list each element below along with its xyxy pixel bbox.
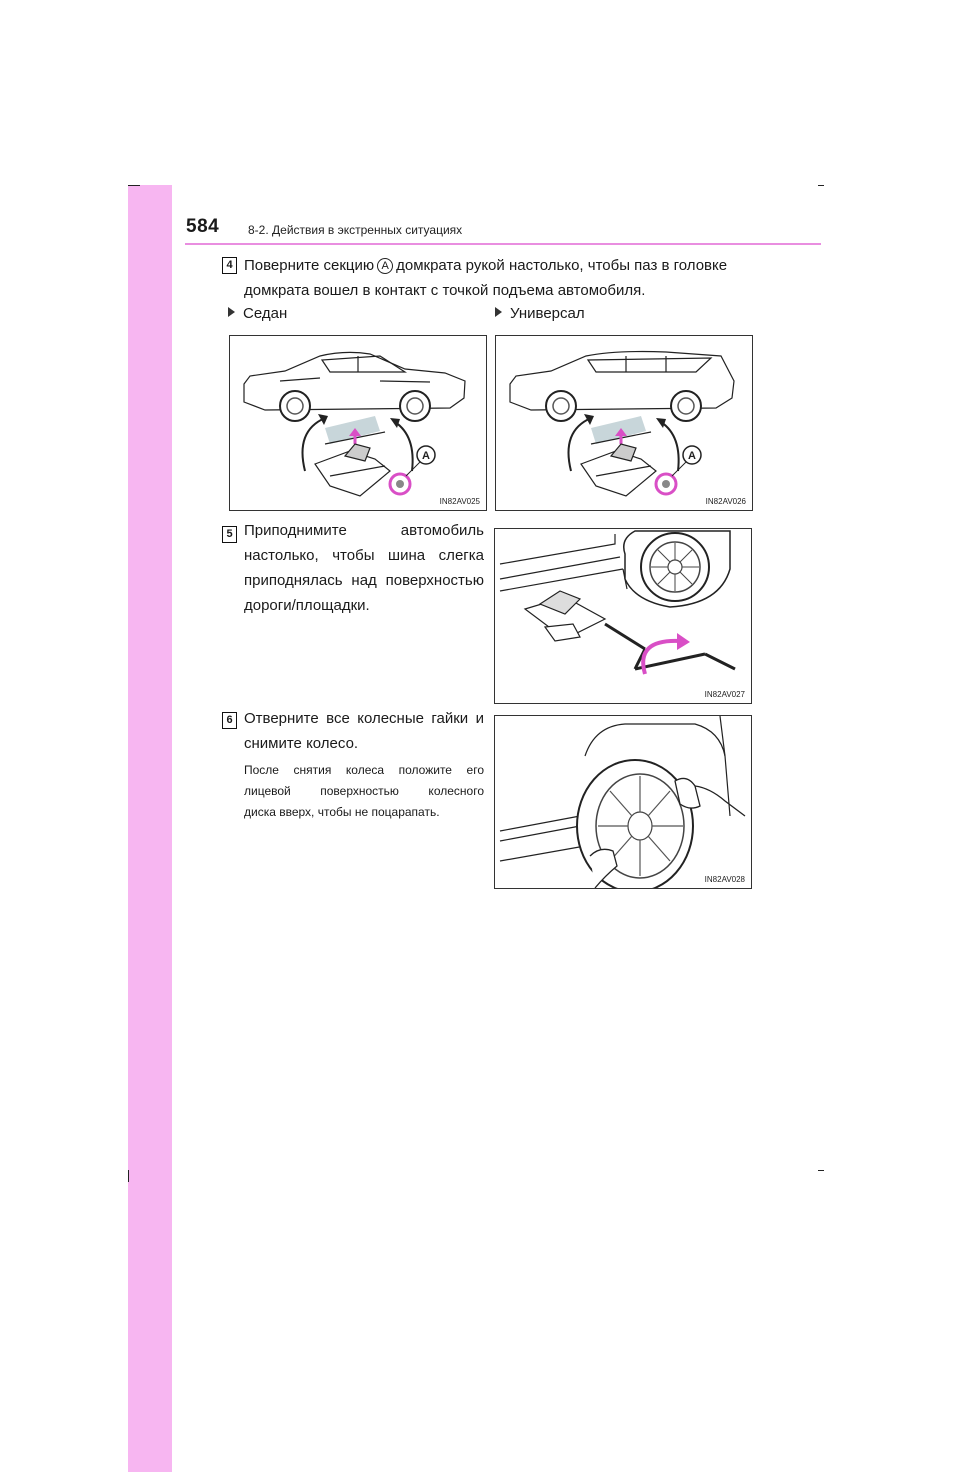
step-number-6: 6 — [222, 712, 237, 729]
step5-line: приподнялась над поверхностью — [244, 572, 484, 589]
step5-line: Приподнимите автомобиль — [244, 522, 484, 539]
step-number-4: 4 — [222, 257, 237, 274]
callout-a: A — [422, 450, 430, 462]
header-rule — [185, 243, 821, 245]
step5-line: дороги/площадки. — [244, 597, 370, 614]
step5-text — [244, 518, 484, 618]
step-number-5: 5 — [222, 526, 237, 543]
crop-mark — [818, 1170, 824, 1171]
jack-crank-drawing — [495, 529, 751, 703]
step6-line: Отверните все колесные гайки и — [244, 710, 484, 727]
crop-mark — [818, 185, 824, 186]
step6-note-line: лицевой поверхностью колесного — [244, 784, 484, 798]
variant-sedan-label: Седан — [228, 301, 287, 326]
wagon-car-jack-drawing — [496, 336, 752, 510]
crop-mark — [128, 1170, 129, 1182]
step4-line1: Поверните секцию A домкрата рукой настолько, чтобы паз в головке — [244, 257, 728, 274]
remove-wheel-illustration — [494, 715, 752, 889]
bullet-triangle-icon — [228, 307, 235, 317]
step6-note-line: диска вверх, чтобы не поцарапать. — [244, 805, 440, 819]
variant-wagon-label: Универсал — [495, 301, 585, 326]
bullet-triangle-icon — [495, 307, 502, 317]
crop-mark — [128, 185, 140, 186]
callout-a-label: A — [377, 258, 393, 274]
step6-note — [244, 760, 484, 823]
wagon-jack-illustration — [495, 335, 753, 511]
page-number: 584 — [186, 216, 220, 237]
step4-text — [244, 253, 804, 303]
step6-text — [244, 706, 484, 756]
image-code: IN82AV028 — [704, 875, 745, 884]
image-code: IN82AV025 — [439, 497, 480, 506]
sedan-jack-illustration — [229, 335, 487, 511]
lift-vehicle-illustration — [494, 528, 752, 704]
section-title: 8-2. Действия в экстренных ситуациях — [248, 223, 463, 237]
chapter-side-tab — [128, 185, 172, 1472]
wheel-removal-drawing — [495, 716, 751, 888]
step4-line2: домкрата вошел в контакт с точкой подъема автомобиля. — [244, 282, 646, 299]
image-code: IN82AV026 — [705, 497, 746, 506]
step6-note-line: После снятия колеса положите его — [244, 763, 484, 777]
callout-a: A — [688, 450, 696, 462]
sedan-car-jack-drawing — [230, 336, 486, 510]
step6-line: снимите колесо. — [244, 735, 359, 752]
image-code: IN82AV027 — [704, 690, 745, 699]
step5-line: настолько, чтобы шина слегка — [244, 547, 484, 564]
